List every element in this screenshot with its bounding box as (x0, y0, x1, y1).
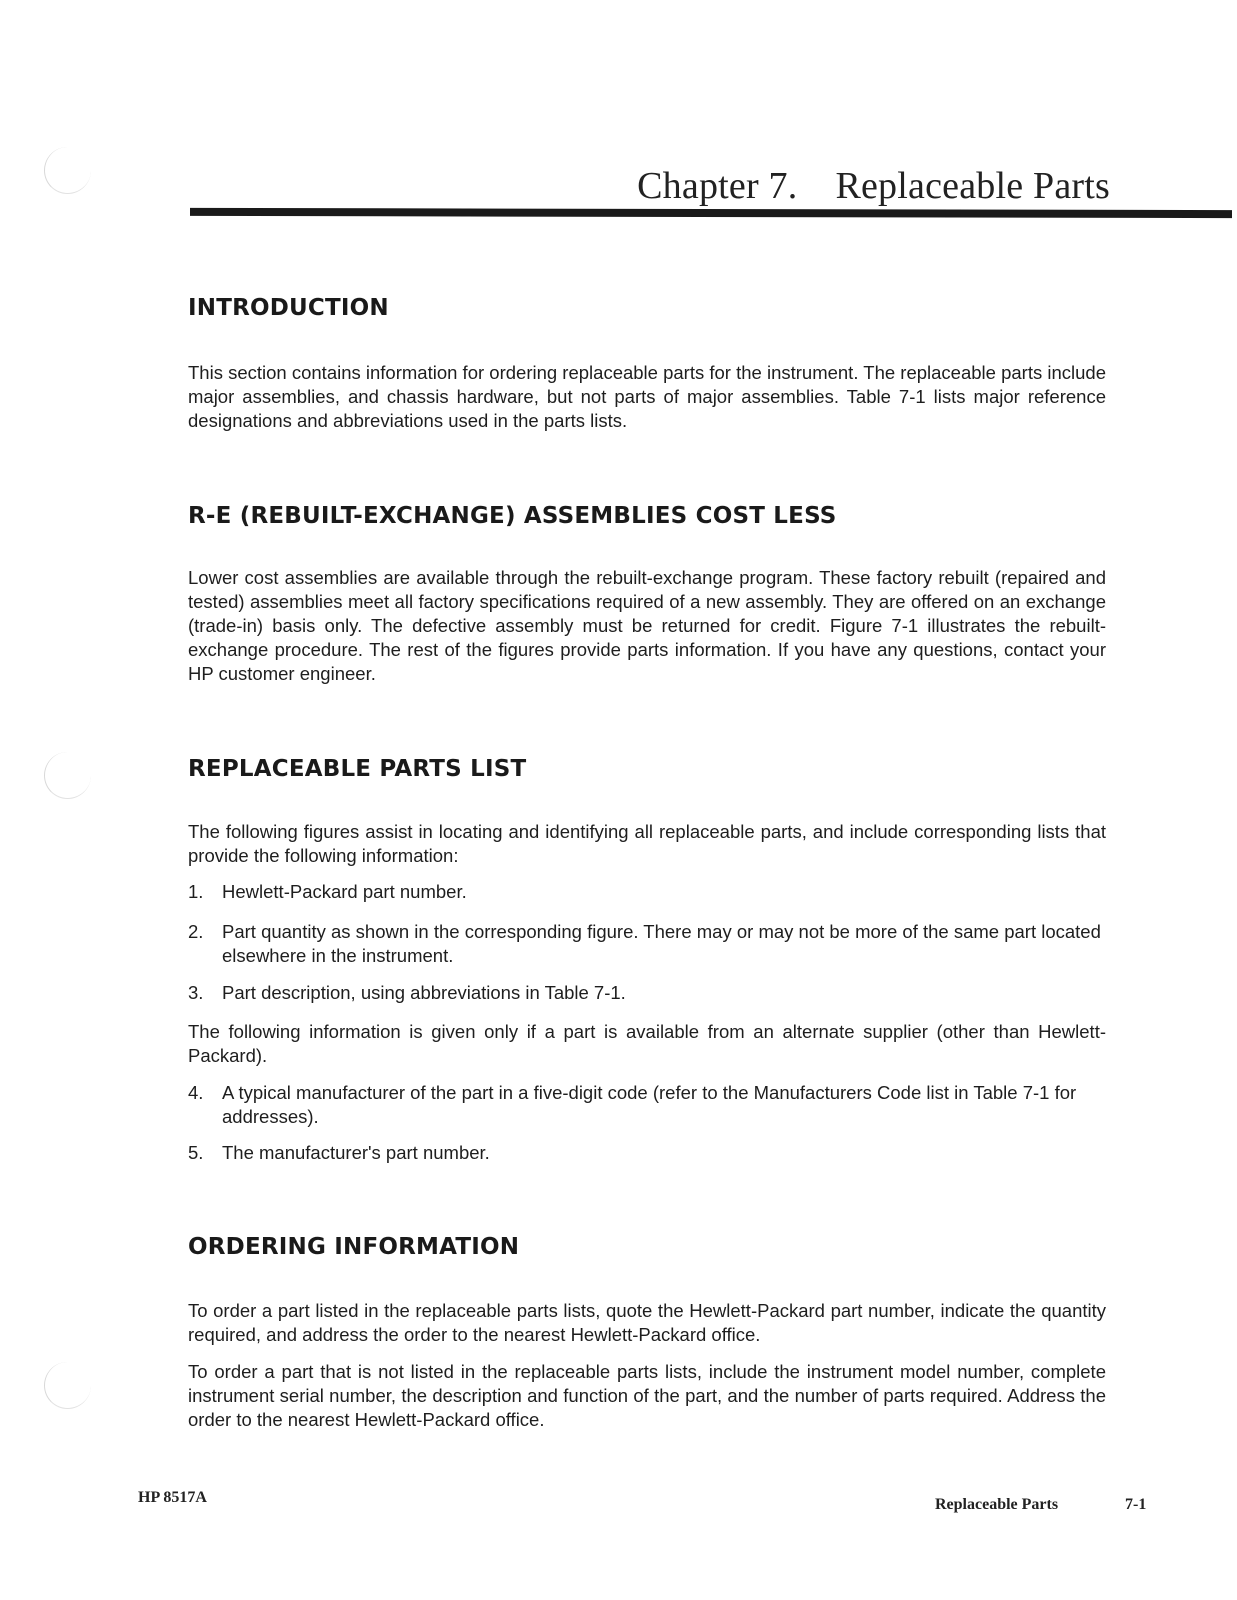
ordering-heading: ORDERING INFORMATION (188, 1234, 520, 1260)
chapter-title (637, 164, 1110, 208)
alt-supplier-note: The following information is given only if a part is available from an alternate supplier (other than Hewlett-Packard). (188, 1021, 1106, 1066)
list-item-number: 5. (188, 1142, 204, 1163)
chapter-name: Replaceable Parts (835, 165, 1110, 207)
list-item-text: Part description, using abbreviations in Table 7-1. (222, 982, 626, 1003)
page-number: 7-1 (1125, 1496, 1147, 1513)
introduction-heading: INTRODUCTION (188, 295, 389, 321)
footer-model: HP 8517A (138, 1489, 207, 1506)
list-item (188, 981, 1106, 1005)
ordering-para-2: To order a part that is not listed in the replaceable parts lists, include the instrument model number, complete instrument serial number, the description and function of the part, and the number of parts required. Address the order to the nearest Hewlett-Packard office. (188, 1361, 1106, 1430)
list-item-text: The manufacturer's part number. (222, 1142, 490, 1163)
chapter-label: Chapter 7. (637, 165, 798, 207)
list-item-text: A typical manufacturer of the part in a five-digit code (refer to the Manufacturers Code list in Table 7-1 for addresses). (222, 1082, 1077, 1127)
ordering-para-1: To order a part listed in the replaceable parts lists, quote the Hewlett-Packard part number, indicate the quantity required, and address the order to the nearest Hewlett-Packard office. (188, 1300, 1106, 1345)
list-item-number: 2. (188, 921, 204, 942)
punch-hole-top (44, 147, 91, 194)
list-item-text: Part quantity as shown in the corresponding figure. There may or may not be more of the same part located elsewhere in the instrument. (222, 921, 1101, 966)
list-item (188, 1081, 1106, 1129)
list-item-number: 4. (188, 1082, 204, 1103)
list-item-number: 1. (188, 881, 204, 902)
list-item-text: Hewlett-Packard part number. (222, 881, 467, 902)
list-item (188, 1141, 1106, 1165)
list-item (188, 880, 1106, 904)
footer-section-name: Replaceable Parts (935, 1496, 1059, 1513)
chapter-title-rule (190, 208, 1232, 218)
parts-list-intro: The following figures assist in locating and identifying all replaceable parts, and include corresponding lists that provide the following information: (188, 821, 1106, 866)
parts-list-heading: REPLACEABLE PARTS LIST (188, 756, 527, 782)
list-item-number: 3. (188, 982, 204, 1003)
introduction-body: This section contains information for ordering replaceable parts for the instrument. The replaceable parts include major assemblies, and chassis hardware, but not parts of major assemblies. Table 7-1 lists major reference designations and abbreviations used in the parts lists. (188, 362, 1106, 431)
punch-hole-middle (44, 752, 91, 799)
rebuilt-exchange-heading: R-E (REBUILT-EXCHANGE) ASSEMBLIES COST LESS (188, 503, 837, 529)
list-item (188, 920, 1106, 968)
rebuilt-exchange-body: Lower cost assemblies are available through the rebuilt-exchange program. These factory rebuilt (repaired and tested) assemblies meet all factory specifications required of a new assembly. They are offered on an exchange (trade-in) basis only. The defective assembly must be returned for credit. Figure 7-1 illustrates the rebuilt-exchange procedure. The rest of the figures provide parts information. If you have any questions, contact your HP customer engineer. (188, 567, 1106, 684)
punch-hole-bottom (44, 1362, 91, 1409)
